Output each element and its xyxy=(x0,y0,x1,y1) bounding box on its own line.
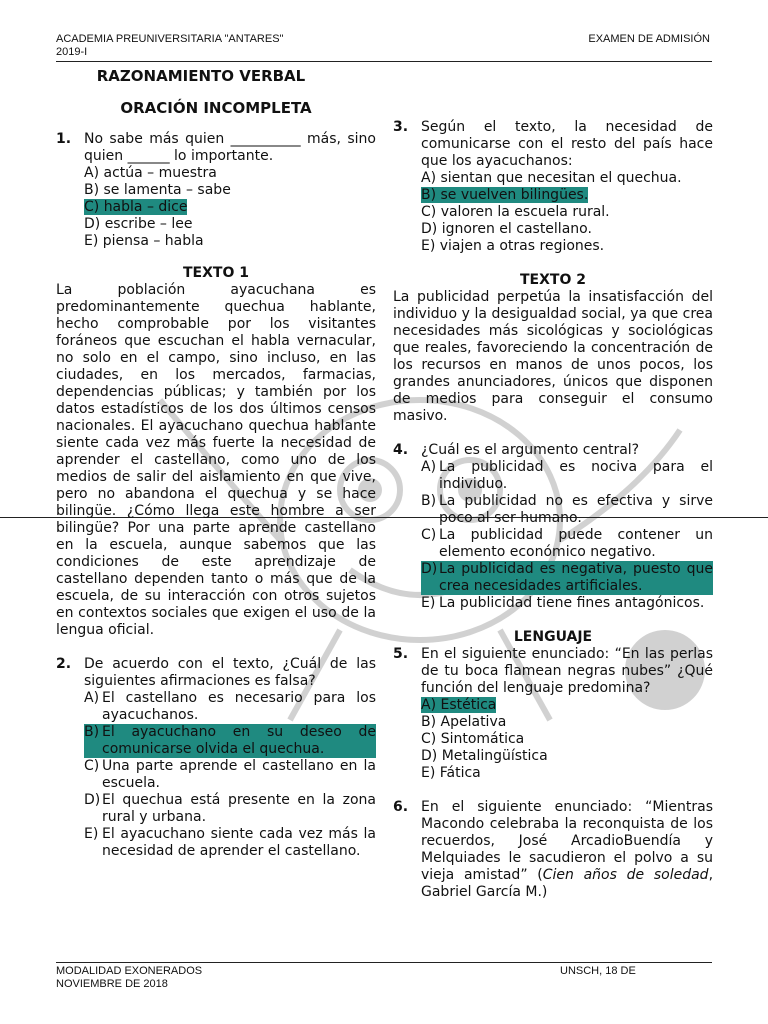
option-d[interactable]: D) escribe – lee xyxy=(84,216,193,232)
option-c[interactable]: C) La publicidad puede contener un elemento económico negativo. xyxy=(421,527,713,560)
option-a[interactable]: A) sientan que necesitan el quechua. xyxy=(421,170,682,186)
header-academy: ACADEMIA PREUNIVERSITARIA "ANTARES" xyxy=(56,33,284,45)
footer-location: UNSCH, 18 DE xyxy=(560,965,636,977)
option-a[interactable]: A) La publicidad es nociva para el individuo. xyxy=(421,459,713,492)
option-b[interactable]: B) Apelativa xyxy=(421,714,507,730)
question-stem: No sabe más quien __________ más, sino quien ______ lo importante. xyxy=(84,131,376,164)
option-a[interactable]: A) El castellano es necesario para los ayacuchanos. xyxy=(84,690,376,723)
header-term: 2019-I xyxy=(56,46,88,58)
option-d[interactable]: D) ignoren el castellano. xyxy=(421,221,592,237)
option-b-highlighted[interactable]: B) El ayacuchano en su deseo de comunicarse olvida el quechua. xyxy=(84,724,376,757)
question-stem: Según el texto, la necesidad de comunicarse con el resto del país hace que los ayacuchanos: xyxy=(421,119,713,169)
question-number: 2. xyxy=(56,656,72,672)
question-stem xyxy=(421,799,713,901)
question-4 xyxy=(393,442,713,612)
footer-rule xyxy=(56,962,712,963)
right-column xyxy=(393,119,713,901)
subsection-title: ORACIÓN INCOMPLETA xyxy=(120,99,312,117)
footer-date: NOVIEMBRE DE 2018 xyxy=(56,978,168,990)
texto1-body: La población ayacuchana es predominantemente quechua hablante, hecho comprobable por los visitantes foráneos que escuchan el habla vernacular, no solo en el campo, sino incluso, en las ciudades, en los mercados, farmacias, dependencias públicas; y también por los datos estadísticos de los dos últimos censos nacionales. El ayacuchano quechua hablante siente cada vez más fuerte la necesidad de aprender el castellano, como uno de los medios de salir del aislamiento en que vive, pero no abandona el quechua y se hace bilingüe. ¿Cómo llega este hombre a ser bilingüe? Por una parte aprende castellano en la escuela, aunque sabemos que las condiciones de este aprendizaje de castellano dependen tanto o más que de la escuela, de su interacción con otros sujetos en contextos sociales que exigen el uso de la lengua oficial. xyxy=(56,282,376,638)
question-6 xyxy=(393,799,713,901)
option-b-highlighted[interactable]: B) se vuelven bilingües. xyxy=(421,187,589,203)
option-e[interactable]: E) Fática xyxy=(421,765,481,781)
question-number: 6. xyxy=(393,799,409,815)
option-c[interactable]: C) Una parte aprende el castellano en la escuela. xyxy=(84,758,376,791)
option-c[interactable]: C) valoren la escuela rural. xyxy=(421,204,610,220)
stem-text: En el siguiente enunciado: “Mientras Macondo celebraba la reconquista de los recuerdos, José ArcadioBuendía y Melquiades le sacudieron el polvo a su vieja amistad” ( xyxy=(421,799,713,883)
question-stem: En el siguiente enunciado: “En las perlas de tu boca flamean negras nubes” ¿Qué función del lenguaje predomina? xyxy=(421,646,713,696)
stem-text-end: , Gabriel García M.) xyxy=(421,867,714,900)
option-b[interactable]: B) La publicidad no es efectiva y sirve poco al ser humano. xyxy=(421,493,713,526)
option-d[interactable]: D) Metalingüística xyxy=(421,748,548,764)
question-stem: De acuerdo con el texto, ¿Cuál de las siguientes afirmaciones es falsa? xyxy=(84,656,376,689)
question-2 xyxy=(56,656,376,860)
question-number: 3. xyxy=(393,119,409,135)
book-title: Cien años de soledad xyxy=(542,867,709,883)
left-column xyxy=(56,68,376,860)
option-d[interactable]: D) El quechua está presente en la zona rural y urbana. xyxy=(84,792,376,825)
option-a-highlighted[interactable]: A) Estética xyxy=(421,697,497,713)
option-b[interactable]: B) se lamenta – sabe xyxy=(84,182,231,198)
option-e[interactable]: E) piensa – habla xyxy=(84,233,204,249)
texto2-body: La publicidad perpetúa la insatisfacción del individuo y la desigualdad social, ya que crea necesidades más sicológicas y sociológicas que reales, favoreciendo la concentración de los recursos en manos de unos pocos, los grandes anunciadores, únicos que disponen de medios para conseguir el consumo masivo. xyxy=(393,289,713,424)
option-a[interactable]: A) actúa – muestra xyxy=(84,165,217,181)
question-number: 1. xyxy=(56,131,72,147)
option-c[interactable]: C) Sintomática xyxy=(421,731,525,747)
option-c-highlighted[interactable]: C) habla – dice xyxy=(84,199,188,215)
footer-left xyxy=(56,965,202,991)
question-number: 5. xyxy=(393,646,409,662)
header-rule xyxy=(56,61,712,62)
header-exam-title: EXAMEN DE ADMISIÓN xyxy=(588,33,710,45)
question-3 xyxy=(393,119,713,255)
option-d-highlighted[interactable]: D) La publicidad es negativa, puesto que crea necesidades artificiales. xyxy=(421,561,713,594)
question-1 xyxy=(56,131,376,250)
texto2-title: TEXTO 2 xyxy=(520,272,586,288)
question-number: 4. xyxy=(393,442,409,458)
question-5 xyxy=(393,646,713,782)
option-e[interactable]: E) viajen a otras regiones. xyxy=(421,238,605,254)
section-title: RAZONAMIENTO VERBAL xyxy=(96,67,306,85)
lenguaje-title: LENGUAJE xyxy=(513,629,593,645)
option-e[interactable]: E) La publicidad tiene fines antagónicos. xyxy=(421,595,705,611)
texto1-title: TEXTO 1 xyxy=(183,265,249,281)
question-stem: ¿Cuál es el argumento central? xyxy=(421,442,640,458)
option-e[interactable]: E) El ayacuchano siente cada vez más la necesidad de aprender el castellano. xyxy=(84,826,376,859)
header-institution xyxy=(56,33,283,59)
footer-modality: MODALIDAD EXONERADOS xyxy=(56,965,203,977)
